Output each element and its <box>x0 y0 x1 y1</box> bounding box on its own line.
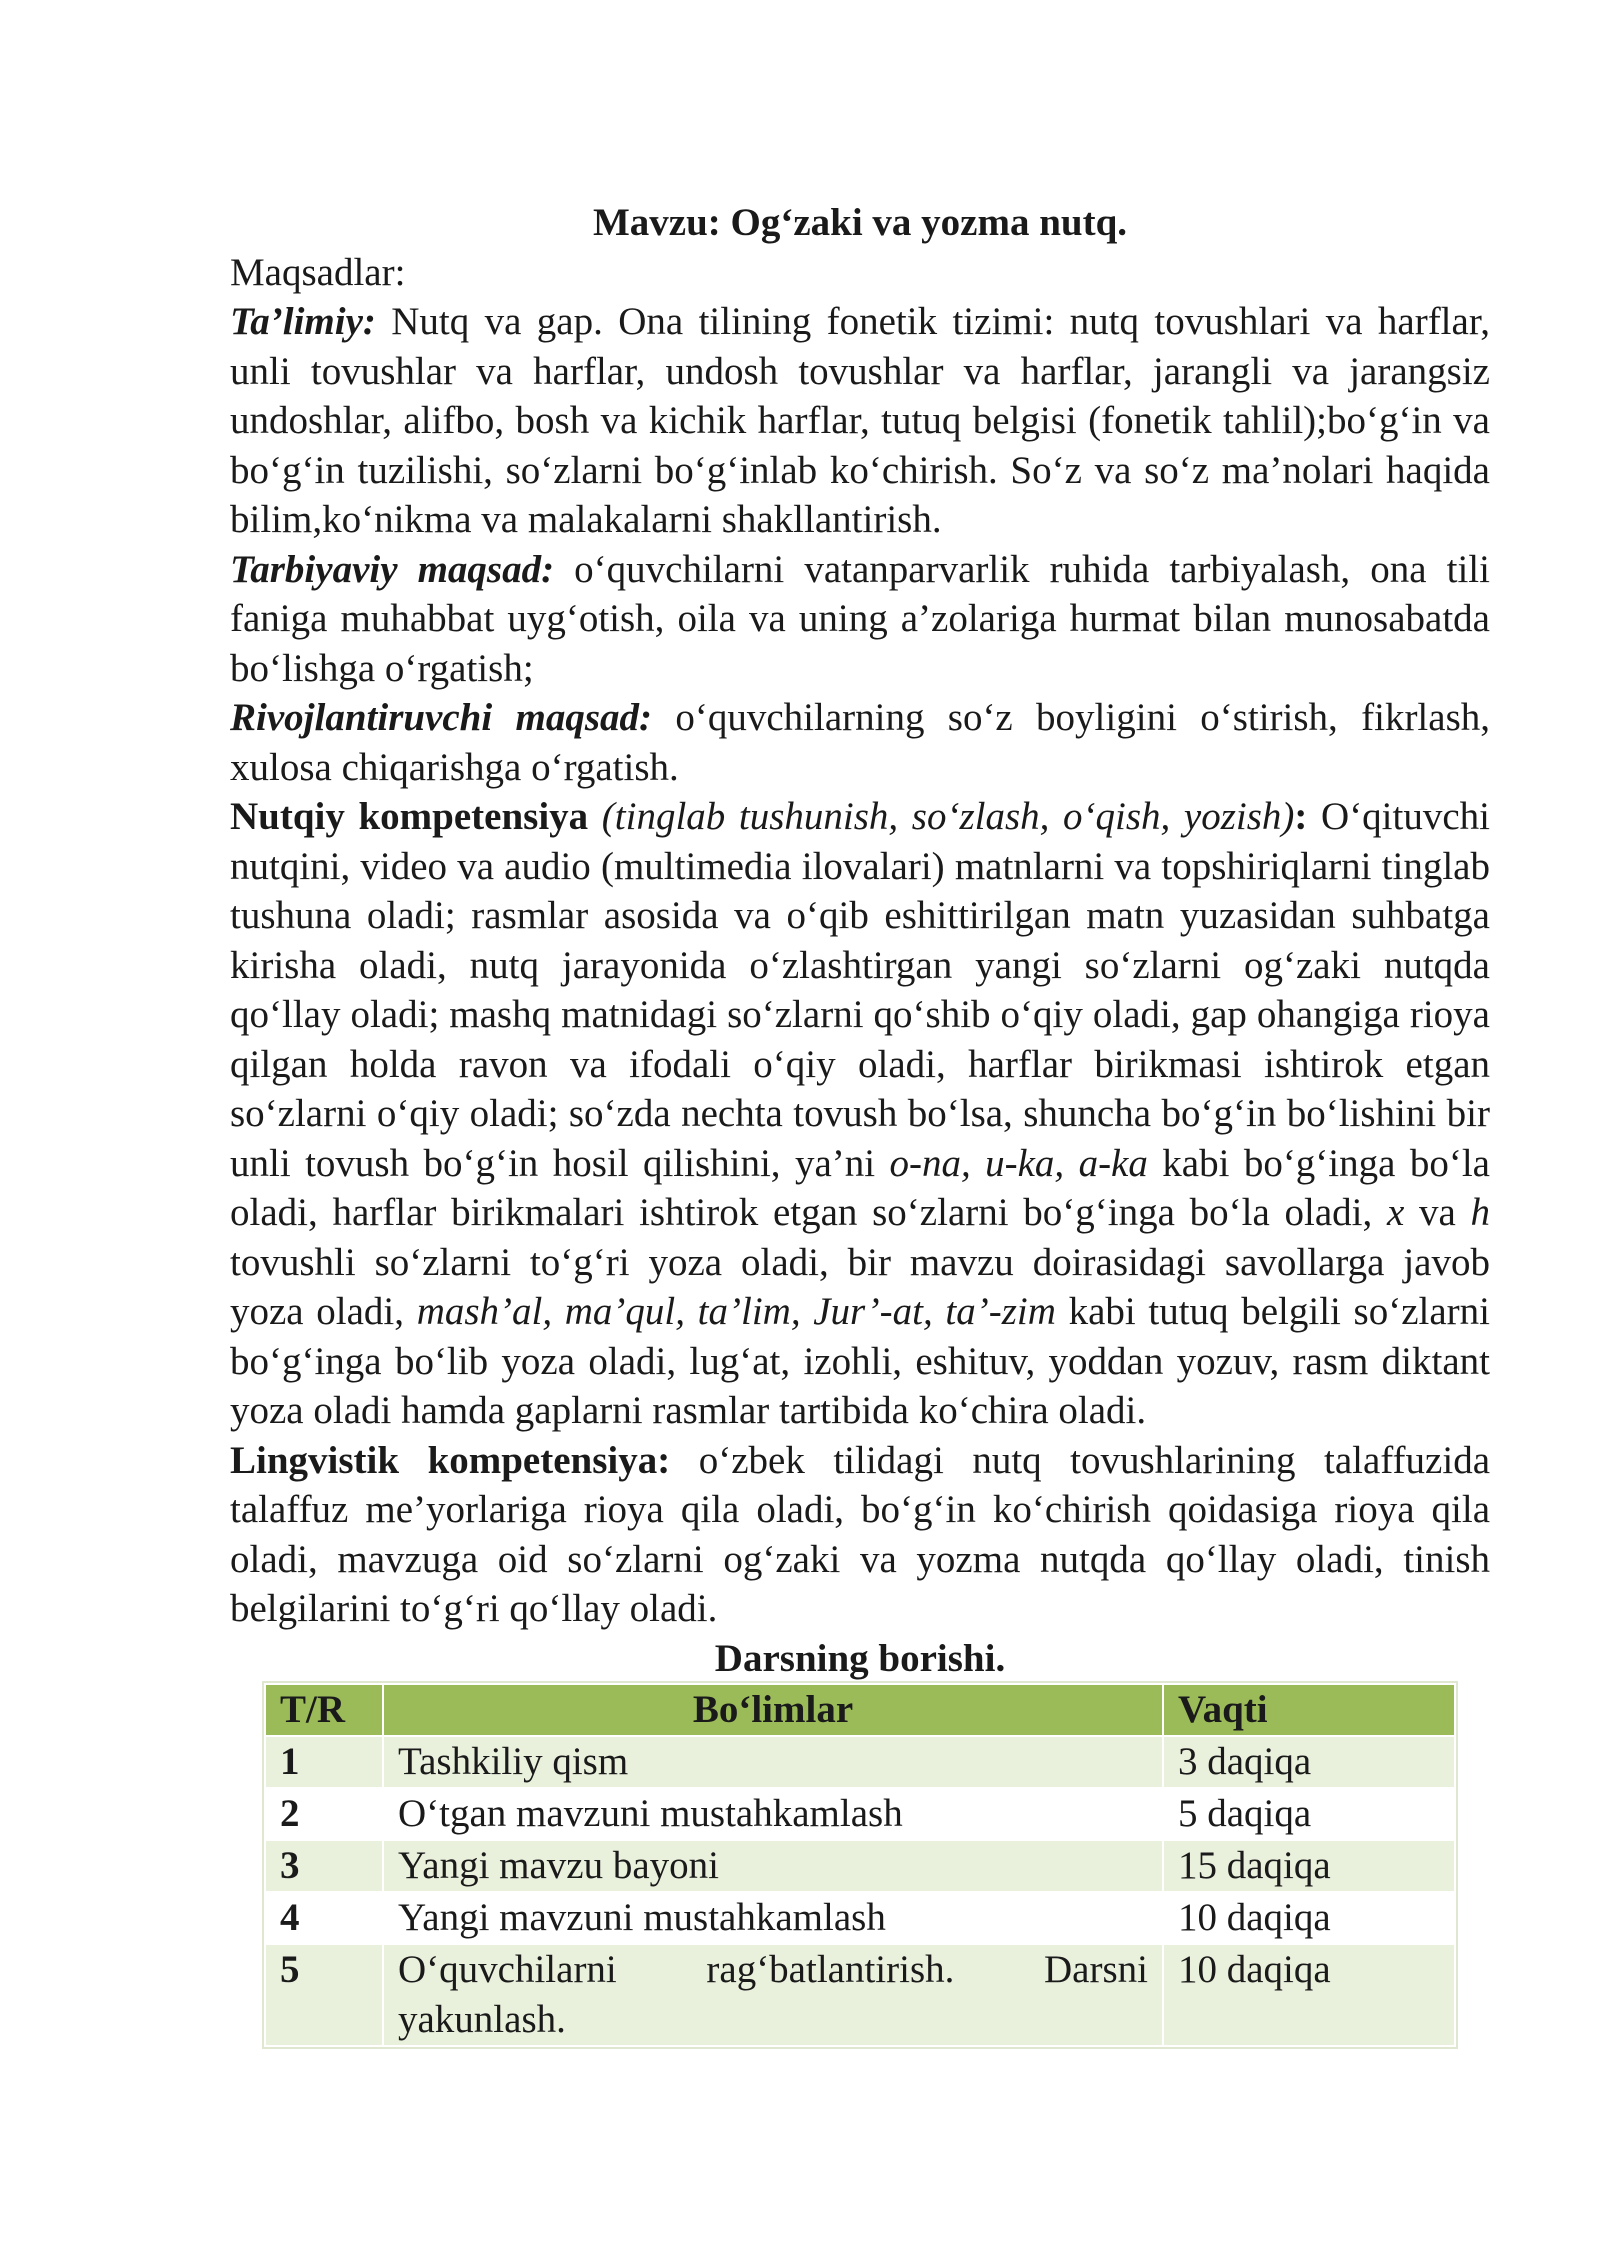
nutqiy-paragraph <box>230 792 1490 1436</box>
lingvistik-paragraph <box>230 1436 1490 1634</box>
tarbiyaviy-paragraph <box>230 545 1490 694</box>
rivojlantiruvchi-text: o‘quvchilarning so‘z boyligini o‘stirish, fikrlash, xulosa chiqarishga o‘rgatish. <box>230 696 1491 789</box>
nutqiy-text-4: tovushli so‘zlarni to‘g‘ri yoza oladi, bir mavzu doirasidagi savollarga javob yoza oladi, <box>230 1240 1490 1333</box>
lingvistik-label: Lingvistik kompetensiya: <box>230 1438 671 1482</box>
header-time: Vaqti <box>1163 1684 1455 1736</box>
nutqiy-text-1: O‘qituvchi nutqini, video va audio (multimedia ilovalari) matnlarni va topshiriqlarni tinglab tushuna oladi; rasmlar asosida va o‘qib eshittirilgan matn yuzasidan suhbatga kirisha oladi, nutq jarayonida o‘zlashtirgan yangi so‘zlarni og‘zaki nutqda qo‘llay oladi; mashq matnidagi so‘zlarni qo‘shib o‘qiy oladi, gap ohangiga rioya qilgan holda ravon va ifodali o‘qiy oladi, harflar birikmasi ishtirok etgan so‘zlarni o‘qiy oladi; so‘zda nechta tovush bo‘lsa, shuncha bo‘g‘in bo‘lishini bir unli tovush bo‘g‘in hosil qilishini, ya’ni <box>230 795 1490 1185</box>
rivojlantiruvchi-paragraph <box>230 693 1490 792</box>
table-row <box>265 1840 1455 1892</box>
header-tr: T/R <box>265 1684 383 1736</box>
tarbiyaviy-text: o‘quvchilarni vatanparvarlik ruhida tarbiyalash, ona tili faniga muhabbat uyg‘otish, oila va uning a’zolariga hurmat bilan munosabatda bo‘lishga o‘rgatish; <box>230 547 1490 690</box>
row-number: 5 <box>265 1944 383 2046</box>
row-number: 4 <box>265 1892 383 1944</box>
row-number: 2 <box>265 1788 383 1840</box>
page-title: Mavzu: Og‘zaki va yozma nutq. <box>592 201 1128 244</box>
row-section: Yangi mavzu bayoni <box>383 1840 1163 1892</box>
nutqiy-paren: (tinglab tushunish, so‘zlash, o‘qish, yozish) <box>588 795 1295 838</box>
nutqiy-text-2: kabi bo‘g‘inga bo‘la oladi, harflar birikmalari ishtirok etgan so‘zlarni bo‘g‘inga bo‘la oladi, <box>230 1141 1490 1234</box>
nutqiy-colon: : <box>1294 795 1308 838</box>
goals-heading: Maqsadlar: <box>230 250 406 294</box>
table-row <box>265 1788 1455 1840</box>
row-time: 10 daqiqa <box>1163 1944 1455 2046</box>
rivojlantiruvchi-label: Rivojlantiruvchi maqsad: <box>230 696 653 739</box>
nutqiy-examples-2: mash’al, ma’qul, ta’lim, Jur’-at, ta’-zim <box>416 1290 1056 1333</box>
row-time: 10 daqiqa <box>1163 1892 1455 1944</box>
table-row <box>265 1736 1455 1788</box>
table-header-row <box>265 1684 1455 1736</box>
nutqiy-letter-h: h <box>1470 1191 1490 1234</box>
row-time: 3 daqiqa <box>1163 1736 1455 1788</box>
row-time: 5 daqiqa <box>1163 1788 1455 1840</box>
table-title: Darsning borishi. <box>714 1636 1006 1680</box>
nutqiy-text-5: kabi tutuq belgili so‘zlarni bo‘g‘inga bo‘lib yoza oladi, lug‘at, izohli, eshituv, yoddan yozuv, rasm diktant yoza oladi hamda gaplarni rasmlar tartibida ko‘chira oladi. <box>230 1290 1490 1432</box>
table-row <box>265 1892 1455 1944</box>
nutqiy-text-3: va <box>1404 1191 1471 1234</box>
row-section: O‘quvchilarni rag‘batlantirish. Darsni yakunlash. <box>383 1944 1163 2046</box>
nutqiy-label: Nutqiy kompetensiya <box>230 795 589 838</box>
nutqiy-examples-1: o-na, u-ka, a-ka <box>889 1141 1148 1185</box>
row-number: 3 <box>265 1840 383 1892</box>
tarbiyaviy-label: Tarbiyaviy maqsad: <box>230 547 555 591</box>
header-sections: Bo‘limlar <box>383 1684 1163 1736</box>
nutqiy-letter-x: x <box>1386 1191 1405 1234</box>
lingvistik-text: o‘zbek tilidagi nutq tovushlarining talaffuzida talaffuz me’yorlariga rioya qila oladi, bo‘g‘in ko‘chirish qoidasiga rioya qila oladi, mavzuga oid so‘zlarni og‘zaki va yozma nutqda qo‘llay oladi, tinish belgilarini to‘g‘ri qo‘llay oladi. <box>230 1438 1490 1630</box>
row-section: O‘tgan mavzuni mustahkamlash <box>383 1788 1163 1840</box>
talimiy-label: Ta’limiy: <box>230 300 376 343</box>
talimiy-text: Nutq va gap. Ona tilining fonetik tizimi: nutq tovushlari va harflar, unli tovushlar va harflar, undosh tovushlar va harflar, jarangli va jarangsiz undoshlar, alifbo, bosh va kichik harflar, tutuq belgisi (fonetik tahlil);bo‘g‘in va bo‘g‘in tuzilishi, so‘zlarni bo‘g‘inlab ko‘chirish. So‘z va so‘z ma’nolari haqida bilim,ko‘nikma va malakalarni shakllantirish. <box>230 300 1490 541</box>
row-number: 1 <box>265 1736 383 1788</box>
document-page <box>230 198 1490 2047</box>
lesson-plan-table <box>264 1683 1456 2047</box>
talimiy-paragraph <box>230 297 1490 545</box>
row-time: 15 daqiqa <box>1163 1840 1455 1892</box>
table-row <box>265 1944 1455 2046</box>
row-section: Tashkiliy qism <box>383 1736 1163 1788</box>
row-section: Yangi mavzuni mustahkamlash <box>383 1892 1163 1944</box>
